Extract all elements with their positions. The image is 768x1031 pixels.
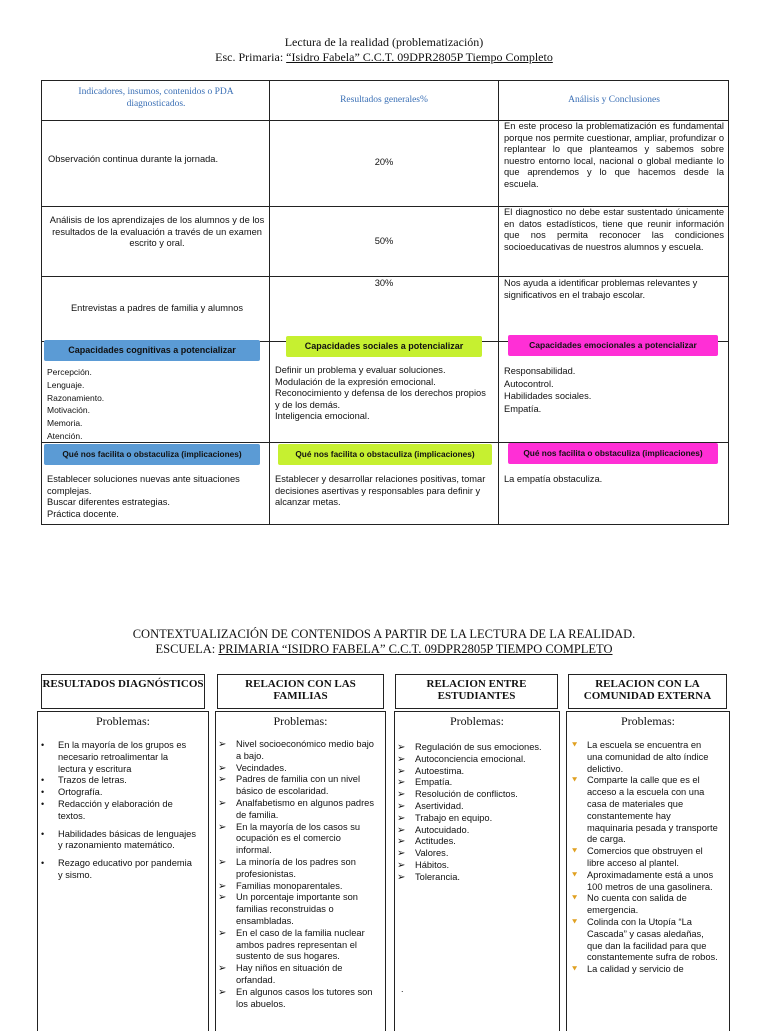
list-item: • Trazos de letras. — [41, 775, 127, 786]
arrow-bullet-icon: ➢ — [397, 871, 406, 883]
social-capacities-label: Capacidades sociales a potencializar — [286, 336, 482, 357]
arrow-bullet-icon: ➢ — [397, 789, 406, 801]
analysis-cell: Nos ayuda a identificar problemas relevantes y significativos en el trabajo escolar. — [504, 278, 698, 300]
list-item: ➢ Vecindades. — [218, 762, 287, 774]
list-item: ⯆ La calidad y servicio de — [571, 964, 684, 975]
column-body-student-relation — [394, 711, 560, 1031]
school-name: PRIMARIA “ISIDRO FABELA” C.C.T. 09DPR2805P TIEMPO COMPLETO — [218, 642, 613, 656]
arrow-bullet-icon: ➢ — [218, 986, 227, 998]
school-name: “Isidro Fabela” C.C.T. 09DPR2805P Tiempo Completo — [286, 50, 553, 64]
list-item: Lenguaje. — [47, 379, 85, 390]
list-item: Responsabilidad. — [504, 366, 576, 376]
problems-heading: Problemas: — [96, 714, 150, 728]
list-item: ⯆ Colinda con la Utopía “La Cascada” y casas aledañas, que dan la facilidad para que constantemente sufra de robos. — [571, 916, 718, 963]
list-item: ⯆ Aproximadamente está a unos 100 metros de una gasolinera. — [571, 869, 714, 892]
column-header-community-relation: RELACION CON LA COMUNIDAD EXTERNA — [568, 674, 727, 709]
problems-list — [38, 740, 196, 882]
list-item: ➢ Padres de familia con un nivel básico de escolaridad. — [218, 774, 361, 797]
arrow-bullet-icon: ➢ — [218, 927, 227, 939]
bullet-icon: • — [41, 798, 45, 809]
list-item: ⯆ No cuenta con salida de emergencia. — [571, 893, 687, 916]
emotional-implications-text: La empatía obstaculiza. — [504, 474, 603, 484]
cognitive-implications-text: Establecer soluciones nuevas ante situaciones complejas. Buscar diferentes estrategias. Práctica docente. — [47, 474, 240, 519]
list-item: ➢ En el caso de la familia nuclear ambos padres representan el sustento de sus hogares. — [218, 927, 365, 962]
social-implications-text: Establecer y desarrollar relaciones positivas, tomar decisiones asertivas y responsables para definir y alcanzar metas. — [275, 474, 486, 508]
indicator-cell: Entrevistas a padres de familia y alumnos — [70, 303, 244, 313]
list-item: ⯆ Comparte la calle que es el acceso a la escuela con una casa de materiales que constantemente hay maquinaria pesada y transporte de carga. — [571, 775, 718, 845]
header-school-line: Esc. Primaria: “Isidro Fabela” C.C.T. 09DPR2805P Tiempo Completo — [215, 50, 553, 64]
arrow-bullet-icon: ➢ — [218, 797, 227, 809]
social-implications-label: Qué nos facilita o obstaculiza (implicaciones) — [278, 444, 492, 465]
analysis-cell: El diagnostico no debe estar sustentado únicamente en datos estadísticos, tiene que reunir información que nos permita reconocer las condiciones socioeducativas de nuestros alumnos y escuela. — [504, 207, 724, 252]
arrow-bullet-icon: ➢ — [397, 765, 406, 777]
list-item: ➢ Familias monoparentales. — [218, 880, 343, 892]
arrow-bullet-icon: ➢ — [397, 800, 406, 812]
stray-mark: . — [401, 984, 404, 994]
header-school-line: ESCUELA: PRIMARIA “ISIDRO FABELA” C.C.T. 09DPR2805P TIEMPO COMPLETO — [155, 642, 613, 656]
analysis-cell: En este proceso la problematización es fundamental porque nos permite cuestionar, ampliar, profundizar o replantear lo que planteamos y sabemos sobre nuestro entorno local, nacional o global mediante lo que aprendemos y lo que hacemos desde la escuela. — [504, 121, 724, 189]
list-item: • Ortografía. — [41, 787, 103, 798]
emotional-implications-label: Qué nos facilita o obstaculiza (implicaciones) — [508, 443, 718, 464]
arrow-bullet-icon: ➢ — [397, 777, 406, 789]
list-item: ⯆ La escuela se encuentra en una comunidad de alto índice delictivo. — [571, 740, 709, 774]
result-cell: 50% — [374, 236, 394, 246]
arrow-bullet-icon: ➢ — [218, 856, 227, 868]
list-item: ➢ Autoconciencia emocional. — [397, 753, 526, 765]
list-item: • En la mayoría de los grupos es necesario retroalimentar la lectura y escritura — [41, 740, 187, 774]
problems-list — [567, 740, 719, 976]
cognitive-capacities-label: Capacidades cognitivas a potencializar — [44, 340, 260, 361]
list-item: ➢ Hábitos. — [397, 859, 450, 871]
column-header-student-relation: RELACION ENTRE ESTUDIANTES — [395, 674, 558, 709]
arrow-bullet-icon: ➢ — [397, 836, 406, 848]
list-item: Habilidades sociales. — [504, 391, 592, 402]
column-header-diagnostic-results: RESULTADOS DIAGNÓSTICOS — [41, 674, 205, 709]
column-body-family-relation — [215, 711, 386, 1031]
bullet-icon: • — [41, 787, 45, 798]
list-item: ➢ En algunos casos los tutores son los abuelos. — [218, 986, 373, 1009]
list-item: Reconocimiento y defensa de los derechos propios y de los demás. — [275, 388, 486, 410]
arrow-bullet-icon: ➢ — [397, 753, 406, 765]
list-item: ➢ Un porcentaje importante son familias reconstruidas o ensambladas. — [218, 892, 358, 926]
warning-bullet-icon: ⯆ — [571, 869, 579, 880]
list-item: Empatía. — [504, 403, 542, 414]
column-body-diagnostic-results — [37, 711, 209, 1031]
result-cell: 20% — [374, 157, 394, 167]
bullet-icon: • — [41, 740, 45, 750]
list-item: • Rezago educativo por pandemia y sismo. — [41, 858, 192, 880]
column-header-results: Resultados generales% — [340, 95, 428, 105]
problems-list — [216, 739, 374, 1010]
list-item: ➢ Regulación de sus emociones. — [397, 742, 542, 753]
list-item: Memoria. — [47, 418, 83, 429]
problems-heading: Problemas: — [273, 714, 328, 728]
list-item: • Habilidades básicas de lenguajes y razonamiento matemático. — [41, 828, 196, 851]
list-item: ➢ En la mayoría de los casos su ocupación es el comercio informal. — [218, 821, 361, 856]
arrow-bullet-icon: ➢ — [218, 821, 227, 833]
arrow-bullet-icon: ➢ — [218, 892, 227, 904]
bullet-icon: • — [41, 828, 45, 839]
arrow-bullet-icon: ➢ — [397, 742, 406, 753]
emotional-capacities-label: Capacidades emocionales a potencializar — [508, 335, 718, 356]
problems-list — [395, 742, 550, 884]
arrow-bullet-icon: ➢ — [397, 848, 406, 860]
column-header-analysis: Análisis y Conclusiones — [568, 95, 660, 105]
bullet-icon: • — [41, 775, 45, 786]
indicator-cell: Observación continua durante la jornada. — [48, 154, 219, 164]
list-item: ➢ Tolerancia. — [397, 871, 460, 883]
list-item: ➢ La minoría de los padres son profesionistas. — [218, 856, 356, 879]
header-title: Lectura de la realidad (problematización) — [284, 35, 484, 49]
list-item: Razonamiento. — [47, 392, 105, 403]
problems-heading: Problemas: — [621, 714, 675, 728]
list-item: ➢ Autocuidado. — [397, 824, 470, 836]
list-item: ➢ Autoestima. — [397, 765, 465, 777]
arrow-bullet-icon: ➢ — [397, 824, 406, 836]
warning-bullet-icon: ⯆ — [571, 964, 579, 975]
header-title: CONTEXTUALIZACIÓN DE CONTENIDOS A PARTIR DE LA LECTURA DE LA REALIDAD. — [132, 627, 636, 641]
list-item: ➢ Trabajo en equipo. — [397, 812, 493, 824]
warning-bullet-icon: ⯆ — [571, 846, 579, 857]
list-item: ⯆ Comercios que obstruyen el libre acceso al plantel. — [571, 846, 703, 868]
arrow-bullet-icon: ➢ — [218, 739, 227, 750]
arrow-bullet-icon: ➢ — [397, 859, 406, 871]
arrow-bullet-icon: ➢ — [397, 812, 406, 824]
bullet-icon: • — [41, 858, 45, 869]
list-item: ➢ Analfabetismo en algunos padres de familia. — [218, 797, 374, 820]
column-body-community-relation — [566, 711, 730, 1031]
list-item: Motivación. — [47, 405, 90, 416]
list-item: Atención. — [47, 430, 83, 441]
indicator-cell: Análisis de los aprendizajes de los alumnos y de los resultados de la evaluación a través de un examen escrito y oral. — [49, 215, 265, 249]
list-item: ➢ Nivel socioeconómico medio bajo a bajo. — [218, 739, 374, 761]
list-item: Autocontrol. — [504, 378, 554, 389]
list-item: Definir un problema y evaluar soluciones. — [275, 365, 446, 375]
list-item: ➢ Actitudes. — [397, 836, 456, 848]
warning-bullet-icon: ⯆ — [571, 893, 579, 904]
list-item: ➢ Resolución de conflictos. — [397, 789, 518, 801]
problems-heading: Problemas: — [450, 714, 504, 728]
column-header-indicators: Indicadores, insumos, contenidos o PDA diagnosticados. — [78, 87, 234, 109]
arrow-bullet-icon: ➢ — [218, 963, 227, 975]
arrow-bullet-icon: ➢ — [218, 774, 227, 786]
arrow-bullet-icon: ➢ — [218, 762, 227, 774]
result-cell: 30% — [374, 278, 394, 288]
column-header-family-relation: RELACION CON LAS FAMILIAS — [217, 674, 384, 709]
warning-bullet-icon: ⯆ — [571, 740, 579, 750]
list-item: Modulación de la expresión emocional. — [275, 376, 436, 387]
arrow-bullet-icon: ➢ — [218, 880, 227, 892]
list-item: ➢ Asertividad. — [397, 800, 464, 812]
warning-bullet-icon: ⯆ — [571, 775, 579, 786]
list-item: ➢ Hay niños en situación de orfandad. — [218, 963, 343, 985]
list-item: Percepción. — [47, 367, 92, 377]
list-item: ➢ Empatía. — [397, 777, 453, 789]
warning-bullet-icon: ⯆ — [571, 916, 579, 927]
cognitive-implications-label: Qué nos facilita o obstaculiza (implicaciones) — [44, 444, 260, 465]
list-item: ➢ Valores. — [397, 848, 449, 860]
list-item: • Redacción y elaboración de textos. — [41, 798, 173, 821]
list-item: Inteligencia emocional. — [275, 411, 370, 422]
